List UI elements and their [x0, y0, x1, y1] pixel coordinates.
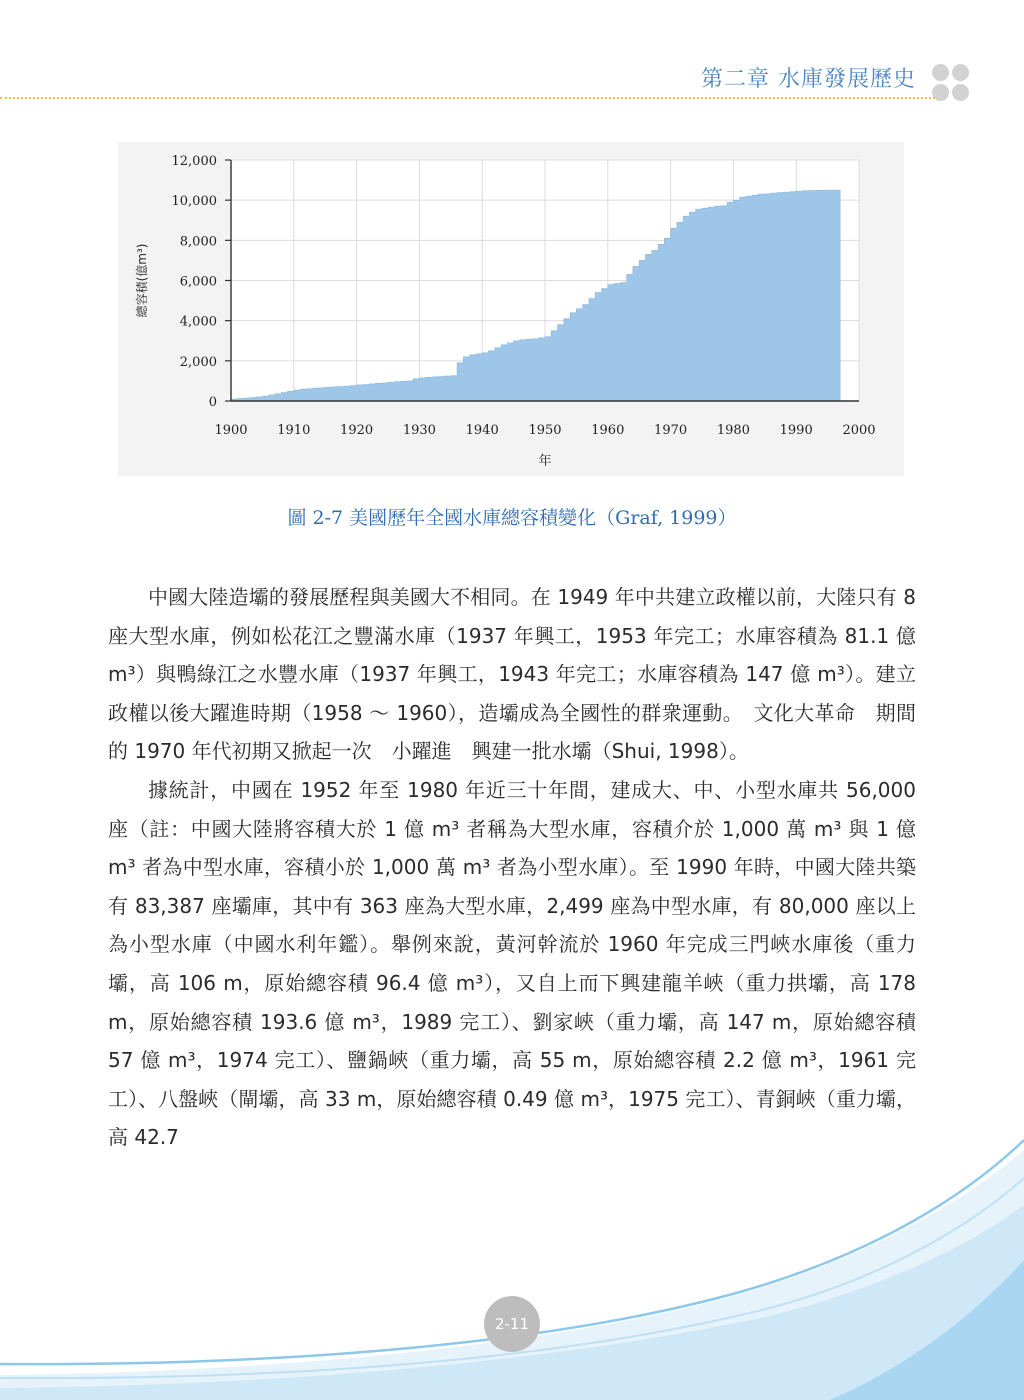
- x-tick-label: 1900: [214, 423, 248, 438]
- x-axis-title: 年: [538, 454, 552, 469]
- y-tick-label: 12,000: [171, 154, 217, 169]
- x-tick-label: 1970: [654, 423, 688, 438]
- x-tick-label: 1930: [402, 423, 436, 438]
- x-tick-label: 1990: [779, 423, 813, 438]
- x-tick-label: 1950: [528, 423, 562, 438]
- x-tick-label: 1910: [277, 423, 311, 438]
- x-tick-label: 1960: [591, 423, 625, 438]
- x-tick-label: 1980: [716, 423, 750, 438]
- y-tick-label: 4,000: [179, 314, 217, 330]
- page-number: 2-11: [484, 1296, 540, 1352]
- x-tick-label: 1940: [465, 423, 499, 438]
- y-tick-label: 2,000: [179, 354, 217, 370]
- chapter-title: 第二章 水庫發展歷史: [701, 67, 916, 92]
- paragraph: 中國大陸造壩的發展歷程與美國大不相同。在 1949 年中共建立政權以前，大陸只有 8 座大型水庫，例如松花江之豐滿水庫（1937 年興工，1953 年完工；水庫容積為 81.1 億 m³）與鴨綠江之水豐水庫（1937 年興工，1943 年完工；水庫容積為 147 億 m³）。建立政權以後大躍進時期（1958 ～ 1960），造壩成為全國性的群衆運動。 文化大革命 期間的 1970 年代初期又掀起一次 小躍進 興建一批水壩（Shui, 1998）。: [108, 585, 916, 764]
- y-tick-label: 0: [208, 395, 217, 410]
- x-tick-label: 2000: [842, 423, 876, 438]
- x-tick-label: 1920: [340, 423, 374, 438]
- y-tick-label: 8,000: [179, 234, 217, 250]
- figure-caption: 圖 2-7 美國歷年全國水庫總容積變化（Graf, 1999）: [287, 507, 737, 529]
- paragraph: 據統計，中國在 1952 年至 1980 年近三十年間，建成大、中、小型水庫共 56,000 座（註：中國大陸將容積大於 1 億 m³ 者稱為大型水庫，容積介於 1,000 萬 m³ 與 1 億 m³ 者為中型水庫，容積小於 1,000 萬 m³ 者為小型水庫）。至 1990 年時，中國大陸共築有 83,387 座壩庫，其中有 363 座為大型水庫，2,499 座為中型水庫，有 80,000 座以上為小型水庫（中國水利年鑑）。舉例來說，黃河幹流於 1960 年完成三門峽水庫後（重力壩，高 106 m，原始總容積 96.4 億 m³），又自上而下興建龍羊峽（重力拱壩，高 178 m，原始總容積 193.6 億 m³，1989 完工）、劉家峽（重力壩，高 147 m，原始總容積 57 億 m³，1974 完工）、鹽鍋峽（重力壩，高 55 m，原始總容積 2.2 億 m³，1961 完工）、八盤峽（閘壩，高 33 m，原始總容積 0.49 億 m³，1975 完工）、青銅峽（重力壩，高 42.7: [108, 777, 916, 1150]
- y-axis-title: 總容積(億m³): [135, 243, 149, 318]
- y-tick-label: 6,000: [179, 274, 217, 290]
- y-tick-label: 10,000: [171, 194, 217, 210]
